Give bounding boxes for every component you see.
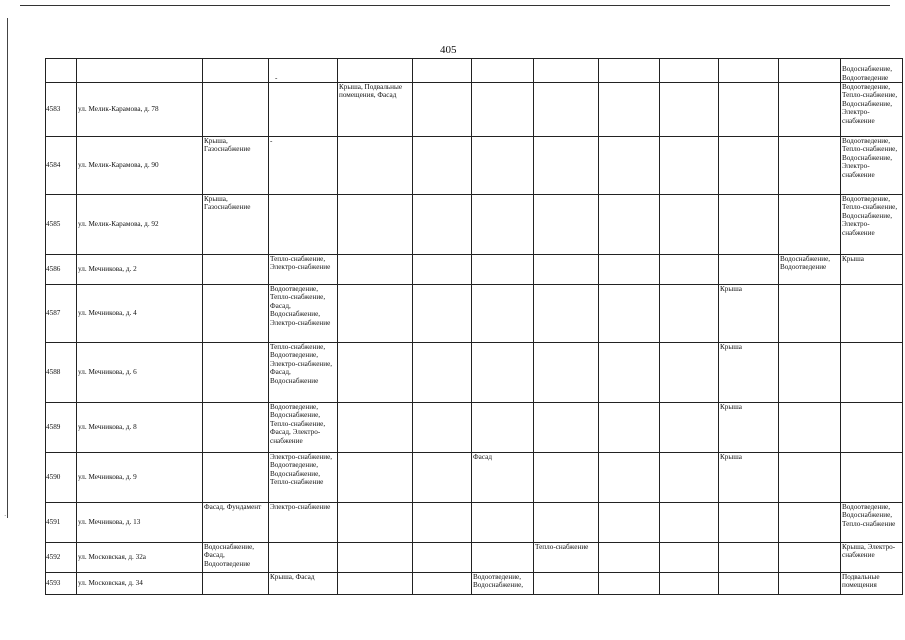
cell: Электро-снабжение <box>269 503 338 543</box>
cell: Тепло-снабжение, Электро-снабжение <box>269 255 338 285</box>
address-cell: ул. Мечникова, д. 2 <box>77 255 203 285</box>
table-row <box>46 195 903 255</box>
cell <box>534 255 599 285</box>
cell <box>719 59 779 83</box>
cell: Крыша <box>719 403 779 453</box>
cell <box>599 503 660 543</box>
cell <box>534 285 599 343</box>
cell <box>534 137 599 195</box>
cell: Крыша, Фасад <box>269 573 338 595</box>
address-cell: ул. Московская, д. 32а <box>77 543 203 573</box>
row-number-cell: 4593 <box>46 573 77 595</box>
cell <box>841 403 903 453</box>
table-row <box>46 137 903 195</box>
address-cell: ул. Мечникова, д. 4 <box>77 285 203 343</box>
cell: Водоотведение, Тепло-снабжение, Фасад, Водоснабжение, Электро-снабжение <box>269 285 338 343</box>
cell <box>779 285 841 343</box>
cell <box>203 59 269 83</box>
cell <box>779 543 841 573</box>
cell <box>413 453 472 503</box>
cell <box>534 403 599 453</box>
table-row <box>46 255 903 285</box>
cell: Водоотведение, Тепло-снабжение, Водоснабжение, Электро-снабжение <box>841 83 903 137</box>
cell: Водоснабжение, Фасад, Водоотведение <box>203 543 269 573</box>
cell <box>472 285 534 343</box>
cell: Подвальные помещения <box>841 573 903 595</box>
cell <box>534 503 599 543</box>
cell: Фасад, Фундамент <box>203 503 269 543</box>
cell <box>46 59 77 83</box>
row-number-cell: 4585 <box>46 195 77 255</box>
cell <box>534 83 599 137</box>
cell <box>660 503 719 543</box>
cell <box>269 83 338 137</box>
cell: - <box>269 59 338 83</box>
cell <box>719 83 779 137</box>
row-number-cell: 4584 <box>46 137 77 195</box>
cell <box>472 255 534 285</box>
table-row <box>46 543 903 573</box>
cell: Водоотведение, Водоснабжение, <box>472 573 534 595</box>
row-number-cell: 4586 <box>46 255 77 285</box>
cell: Крыша <box>719 453 779 503</box>
table-row <box>46 83 903 137</box>
cell: Крыша <box>719 285 779 343</box>
cell <box>413 343 472 403</box>
cell <box>719 137 779 195</box>
row-number-cell: 4588 <box>46 343 77 403</box>
cell <box>338 137 413 195</box>
cell <box>841 285 903 343</box>
cell <box>779 83 841 137</box>
cell <box>338 573 413 595</box>
table-row <box>46 453 903 503</box>
cell <box>472 543 534 573</box>
cell <box>779 503 841 543</box>
cell <box>534 573 599 595</box>
cell: Крыша <box>841 255 903 285</box>
cell <box>534 453 599 503</box>
cell <box>203 343 269 403</box>
cell <box>413 195 472 255</box>
cell <box>599 543 660 573</box>
cell <box>599 403 660 453</box>
cell: Водоснабжение, Водоотведение <box>841 59 903 83</box>
cell <box>472 343 534 403</box>
cell <box>660 453 719 503</box>
cell <box>660 573 719 595</box>
cell: Тепло-снабжение <box>534 543 599 573</box>
cell <box>472 195 534 255</box>
table-row <box>46 503 903 543</box>
left-margin-rule <box>7 18 8 518</box>
cell: Крыша, Подвальные помещения, Фасад <box>338 83 413 137</box>
cell <box>338 403 413 453</box>
cell <box>472 83 534 137</box>
cell <box>413 543 472 573</box>
cell <box>269 195 338 255</box>
cell <box>203 573 269 595</box>
cell <box>719 503 779 543</box>
cell <box>660 59 719 83</box>
cell <box>599 255 660 285</box>
cell <box>779 343 841 403</box>
cell <box>599 285 660 343</box>
cell <box>779 59 841 83</box>
address-cell: ул. Мечникова, д. 9 <box>77 453 203 503</box>
cell <box>719 255 779 285</box>
cell: Водоотведение, Водоснабжение, Тепло-снабжение, Фасад, Электро-снабжение <box>269 403 338 453</box>
cell: Крыша <box>719 343 779 403</box>
cell <box>660 403 719 453</box>
address-cell: ул. Мечникова, д. 13 <box>77 503 203 543</box>
cell <box>472 503 534 543</box>
table-row-header-continuation <box>46 59 903 83</box>
row-number-cell: 4590 <box>46 453 77 503</box>
margin-mark: · <box>4 512 7 520</box>
repair-schedule-table <box>45 58 903 595</box>
cell <box>779 195 841 255</box>
cell <box>779 453 841 503</box>
cell <box>660 343 719 403</box>
cell <box>599 83 660 137</box>
cell <box>413 59 472 83</box>
cell <box>660 285 719 343</box>
table-row <box>46 573 903 595</box>
cell <box>719 195 779 255</box>
cell <box>77 59 203 83</box>
row-number-cell: 4591 <box>46 503 77 543</box>
cell <box>472 403 534 453</box>
cell <box>660 83 719 137</box>
cell <box>203 255 269 285</box>
cell <box>472 137 534 195</box>
cell <box>338 343 413 403</box>
cell <box>660 137 719 195</box>
cell <box>599 195 660 255</box>
cell <box>203 453 269 503</box>
row-number-cell: 4592 <box>46 543 77 573</box>
address-cell: ул. Мелик-Карамова, д. 78 <box>77 83 203 137</box>
table-row <box>46 285 903 343</box>
cell: Электро-снабжение, Водоотведение, Водоснабжение, Тепло-снабжение <box>269 453 338 503</box>
cell: Водоснабжение, Водоотведение <box>779 255 841 285</box>
cell <box>338 285 413 343</box>
row-number-cell: 4587 <box>46 285 77 343</box>
cell <box>338 255 413 285</box>
cell <box>338 59 413 83</box>
cell <box>203 83 269 137</box>
cell <box>779 573 841 595</box>
cell: Фасад <box>472 453 534 503</box>
cell <box>599 573 660 595</box>
cell <box>719 573 779 595</box>
cell: Крыша, Газоснабжение <box>203 195 269 255</box>
cell <box>413 83 472 137</box>
row-number-cell: 4589 <box>46 403 77 453</box>
address-cell: ул. Мечникова, д. 8 <box>77 403 203 453</box>
cell <box>338 543 413 573</box>
cell <box>338 503 413 543</box>
cell <box>779 137 841 195</box>
row-number-cell: 4583 <box>46 83 77 137</box>
cell <box>203 403 269 453</box>
cell: - <box>269 137 338 195</box>
cell <box>413 573 472 595</box>
address-cell: ул. Мечникова, д. 6 <box>77 343 203 403</box>
cell: Тепло-снабжение, Водоотведение, Электро-снабжение, Фасад, Водоснабжение <box>269 343 338 403</box>
table-row <box>46 343 903 403</box>
cell <box>534 195 599 255</box>
cell <box>269 543 338 573</box>
cell: Крыша, Газоснабжение <box>203 137 269 195</box>
cell <box>472 59 534 83</box>
address-cell: ул. Мелик-Карамова, д. 92 <box>77 195 203 255</box>
cell: Водоотведение, Тепло-снабжение, Водоснабжение, Электро-снабжение <box>841 195 903 255</box>
cell <box>413 255 472 285</box>
address-cell: ул. Мелик-Карамова, д. 90 <box>77 137 203 195</box>
cell: Водоотведение, Тепло-снабжение, Водоснабжение, Электро-снабжение <box>841 137 903 195</box>
cell <box>534 59 599 83</box>
cell <box>338 195 413 255</box>
cell <box>841 453 903 503</box>
table-row <box>46 403 903 453</box>
cell <box>599 59 660 83</box>
cell: Крыша, Электро-снабжение <box>841 543 903 573</box>
cell <box>413 403 472 453</box>
cell: Водоотведение, Водоснабжение, Тепло-снабжение <box>841 503 903 543</box>
cell <box>203 285 269 343</box>
cell <box>599 137 660 195</box>
cell <box>599 453 660 503</box>
cell <box>779 403 841 453</box>
cell <box>534 343 599 403</box>
cell <box>413 503 472 543</box>
cell <box>719 543 779 573</box>
cell <box>841 343 903 403</box>
page-number: 405 <box>440 44 457 56</box>
address-cell: ул. Московская, д. 34 <box>77 573 203 595</box>
cell <box>413 137 472 195</box>
cell <box>660 543 719 573</box>
top-rule <box>20 5 890 6</box>
cell <box>660 255 719 285</box>
cell <box>660 195 719 255</box>
cell <box>413 285 472 343</box>
cell <box>599 343 660 403</box>
cell <box>338 453 413 503</box>
